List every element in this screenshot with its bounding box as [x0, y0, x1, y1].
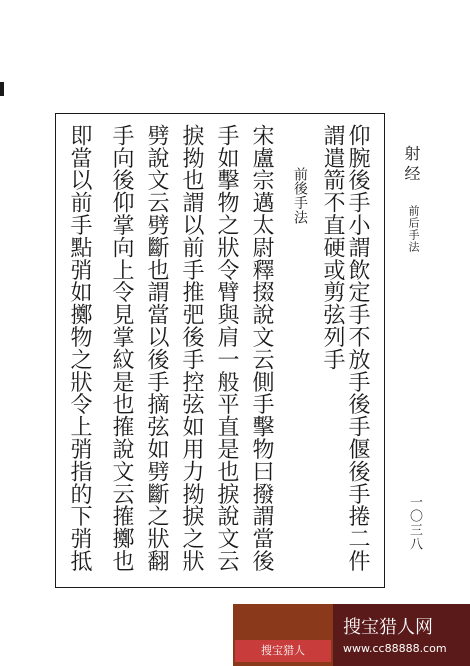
text-column-3-heading: 前後手法	[292, 167, 308, 225]
watermark-logo-text: 搜宝猎人	[235, 640, 331, 662]
watermark-url: www.cc88888.com	[343, 642, 447, 655]
text-column-9: 即當以前手點弰如擲物之狀令上弰指的下弰抵	[67, 124, 92, 572]
text-column-1: 仰腕後手小謂飲定手不放手後手偃後手捲二件	[345, 124, 370, 572]
page-number: 一〇三八	[407, 495, 422, 551]
section-title: 前后手法	[407, 205, 420, 253]
text-column-8: 手向後仰掌向上令見掌紋是也搉說文云搉擲也	[109, 124, 134, 572]
text-column-7: 劈說文云劈斷也謂當以後手摘弦如劈斷之狀翻	[144, 124, 169, 572]
watermark-site-name: 搜宝猎人网	[343, 617, 433, 638]
scan-edge-mark	[0, 82, 4, 96]
text-column-4: 宋盧宗邁太尉釋掇說文云側手擊物曰撥謂當後	[249, 124, 274, 572]
watermark-logo	[233, 604, 333, 666]
book-title: 射经	[402, 145, 421, 185]
watermark-banner	[233, 604, 470, 666]
text-column-2: 謂遣箭不直硬或剪弦列手	[320, 124, 345, 371]
text-column-5: 手如擊物之狀令臂與肩一般平直是也捩說文云	[214, 124, 239, 572]
text-column-6: 捩拗也謂以前手推弝後手控弦如用力拗捩之狀	[179, 124, 204, 572]
